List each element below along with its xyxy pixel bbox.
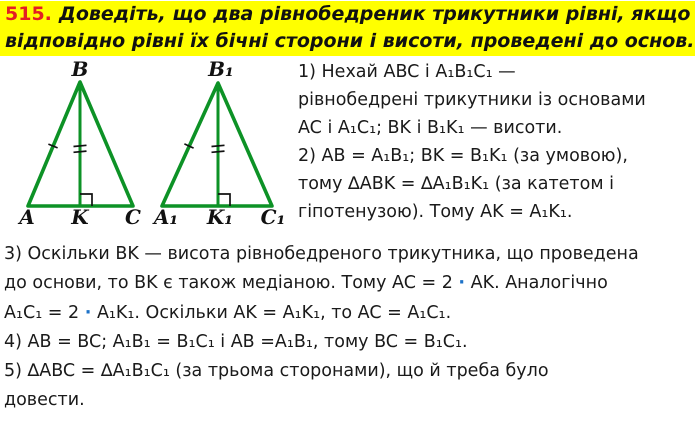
solution-line: AC і A₁C₁; BK і B₁K₁ — висоти. xyxy=(298,118,563,138)
multiplication-dot: · xyxy=(84,302,92,323)
solution-text-segment: A₁C₁ = 2 xyxy=(4,302,85,323)
problem-title-line-2 xyxy=(0,28,695,56)
vertex-label-k1: K₁ xyxy=(206,205,234,228)
altitude-bk-tick-2 xyxy=(74,151,87,152)
altitude-bk-tick-1 xyxy=(74,145,87,146)
solution-line: 4) AB = BC; A₁B₁ = B₁C₁ і AB =A₁B₁, тому BC = B₁C₁. xyxy=(4,331,468,352)
solution-text-segment: A₁K₁. Оскільки AK = A₁K₁, то AC = A₁C₁. xyxy=(91,302,452,323)
vertex-label-a: A xyxy=(19,205,35,228)
vertex-label-b1: B₁ xyxy=(208,58,234,81)
solution-line: тому ∆ABK = ∆A₁B₁K₁ (за катетом і xyxy=(298,174,614,194)
solution-text-segment: до основи, то BK є також медіаною. Тому AC = 2 xyxy=(4,273,459,294)
solution-line: 5) ∆ABC = ∆A₁B₁C₁ (за трьома сторонами), що й треба було xyxy=(4,361,549,382)
problem-title-line-1 xyxy=(0,1,695,29)
title-highlight-1 xyxy=(0,1,695,29)
multiplication-dot: · xyxy=(458,273,466,294)
solution-line: гіпотенузою). Тому AK = A₁K₁. xyxy=(298,202,573,222)
vertex-label-c: C xyxy=(125,205,141,228)
solution-line xyxy=(4,299,639,328)
problem-title-text-2: відповідно рівні їх бічні сторони і висоти, проведені до основ. xyxy=(5,30,695,52)
solution-line: рівнобедрені трикутники із основами xyxy=(298,90,646,110)
problem-title-text-1: Доведіть, що два рівнобедреник трикутники рівні, якщо xyxy=(58,3,691,25)
solution-steps-3-5 xyxy=(4,240,639,416)
isosceles-triangles-diagram xyxy=(0,58,300,228)
altitude-b1k1-tick-1 xyxy=(212,145,225,146)
problem-number: 515. xyxy=(5,3,52,25)
vertex-label-b: B xyxy=(71,58,89,81)
solution-steps-1-2 xyxy=(298,58,646,226)
triangle-abc xyxy=(17,58,141,228)
solution-line xyxy=(4,269,639,298)
solution-line: 3) Оскільки BK — висота рівнобедреного трикутника, що проведена xyxy=(4,244,639,264)
altitude-b1k1-tick-2 xyxy=(212,151,225,152)
solution-line: довести. xyxy=(4,390,85,411)
solution-line: 2) AB = A₁B₁; BK = B₁K₁ (за умовою), xyxy=(298,146,628,166)
solution-text-segment: AK. Аналогічно xyxy=(465,273,608,294)
vertex-label-k: K xyxy=(71,205,89,228)
triangle-a1b1c1 xyxy=(152,58,285,228)
vertex-label-c1: C₁ xyxy=(260,205,286,228)
solution-line: 1) Нехай ABC і A₁B₁C₁ — xyxy=(298,62,516,82)
vertex-label-a1: A₁ xyxy=(153,205,179,228)
title-highlight-2 xyxy=(0,28,695,56)
